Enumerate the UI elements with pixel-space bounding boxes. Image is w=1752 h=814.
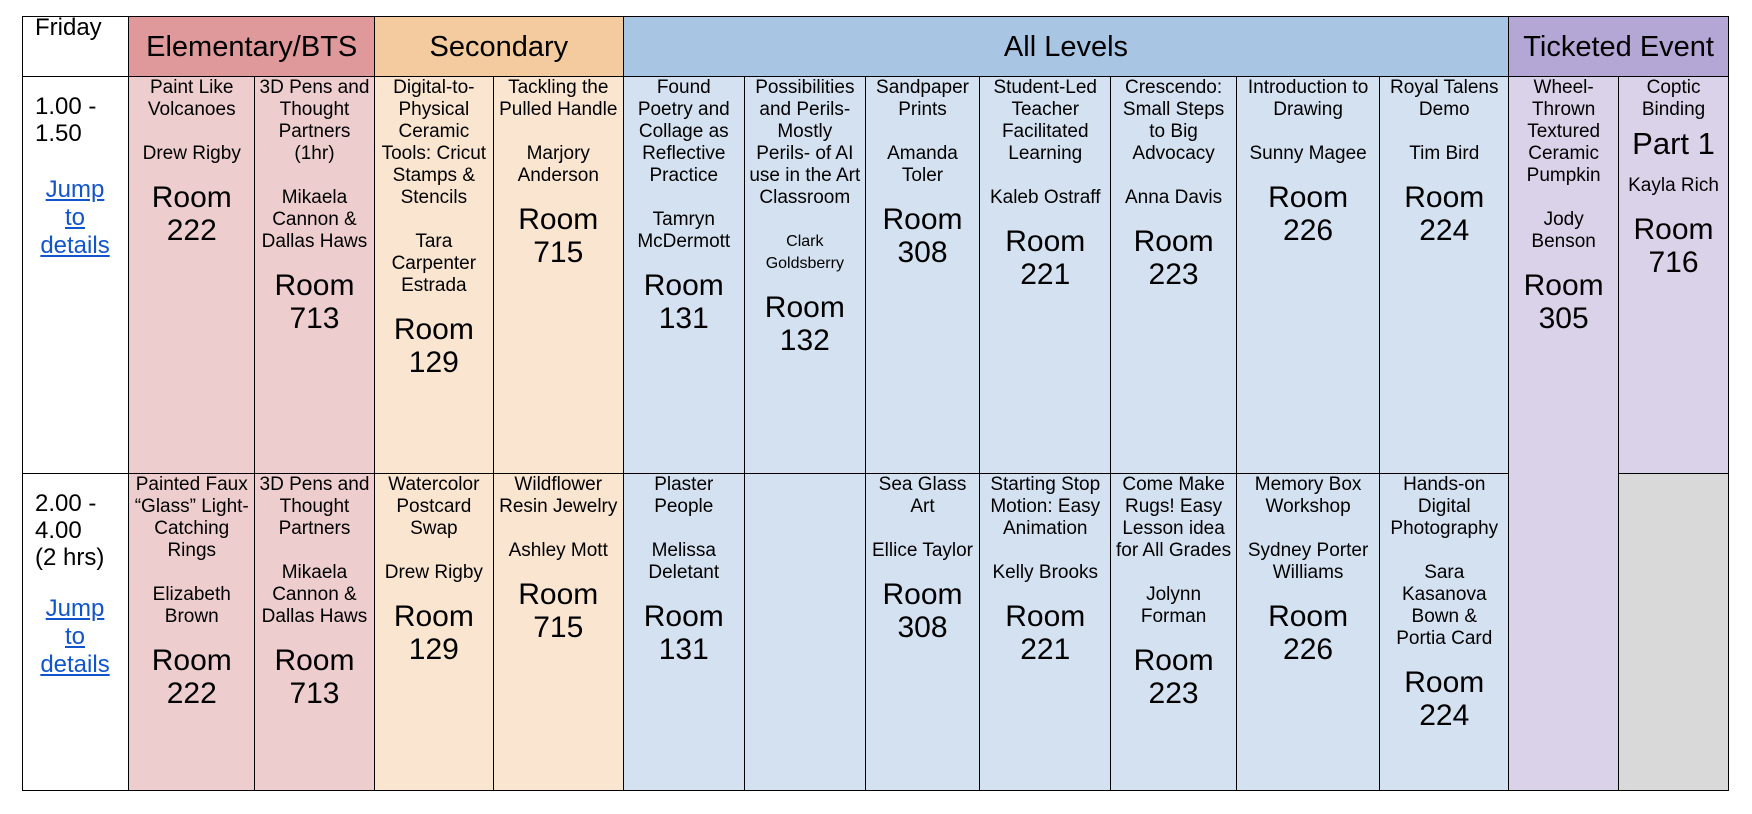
session-title: Painted Faux “Glass” Light-Catching Rings <box>134 474 249 561</box>
session-presenter: Sunny Magee <box>1249 143 1367 164</box>
empty-session-cell <box>744 474 865 791</box>
session-cell <box>1111 474 1237 791</box>
session-title: Digital-to-Physical Ceramic Tools: Cricut Stamps & Stencils <box>381 77 487 208</box>
session-room: Room 308 <box>882 578 963 644</box>
session-title: Coptic Binding <box>1641 77 1706 120</box>
session-title: Watercolor Postcard Swap <box>388 474 480 539</box>
session-presenter: Tamryn McDermott <box>637 209 731 252</box>
time-start: 1.00 - <box>35 93 97 120</box>
category-elementary: Elementary/BTS <box>129 17 374 77</box>
session-presenter: Mikaela Cannon & Dallas Haws <box>261 187 368 252</box>
session-room: Room 131 <box>643 600 724 666</box>
session-title: Introduction to Drawing <box>1247 77 1369 120</box>
session-cell <box>980 474 1111 791</box>
session-room: Room 222 <box>151 644 232 710</box>
session-title: Plaster People <box>654 474 714 517</box>
time-duration: (2 hrs) <box>35 544 105 571</box>
session-room: Room 713 <box>274 269 355 335</box>
session-presenter: Drew Rigby <box>142 143 241 164</box>
session-title: Found Poetry and Collage as Reflective Practice <box>637 77 730 186</box>
session-presenter: Clark Goldsberry <box>765 233 844 272</box>
time-end: 1.50 <box>35 120 82 147</box>
time-slot-label <box>23 474 129 791</box>
time-start: 2.00 - <box>35 490 97 517</box>
session-title: Crescendo: Small Steps to Big Advocacy <box>1122 77 1225 164</box>
session-presenter: Sara Kasanova Bown & Portia Card <box>1396 562 1493 649</box>
session-title: Hands-on Digital Photography <box>1390 474 1499 539</box>
session-title: Starting Stop Motion: Easy Animation <box>990 474 1101 539</box>
session-cell <box>1236 474 1379 791</box>
session-room: Room 223 <box>1133 225 1214 291</box>
session-cell <box>129 77 255 474</box>
session-presenter: Anna Davis <box>1124 187 1223 208</box>
session-room: Room 129 <box>393 600 474 666</box>
session-room: Room 129 <box>393 313 474 379</box>
session-title: Paint Like Volcanoes <box>147 77 236 120</box>
session-title: Student-Led Teacher Facilitated Learning <box>993 77 1097 164</box>
session-presenter: Elizabeth Brown <box>152 584 231 627</box>
session-cell <box>374 77 493 474</box>
session-title: Royal Talens Demo <box>1390 77 1499 120</box>
session-cell <box>623 77 744 474</box>
session-room: Room 223 <box>1133 644 1214 710</box>
category-all-levels: All Levels <box>623 17 1508 77</box>
session-presenter: Sydney Porter Williams <box>1247 540 1369 583</box>
category-ticketed-event: Ticketed Event <box>1509 17 1729 77</box>
session-cell <box>255 474 375 791</box>
session-presenter: Kaleb Ostraff <box>989 187 1101 208</box>
session-presenter: Amanda Toler <box>887 143 958 186</box>
session-presenter: Ellice Taylor <box>871 540 974 561</box>
session-presenter: Jody Benson <box>1531 209 1596 252</box>
day-label: Friday <box>23 17 129 77</box>
session-cell <box>1619 77 1729 474</box>
jump-to-details-link[interactable]: Jump to details <box>40 595 110 678</box>
session-cell <box>493 77 623 474</box>
session-cell <box>744 77 865 474</box>
session-presenter: Tim Bird <box>1409 143 1480 164</box>
session-title: Come Make Rugs! Easy Lesson idea for All Grades <box>1116 474 1232 561</box>
category-secondary: Secondary <box>374 17 623 77</box>
session-room: Room 308 <box>882 203 963 269</box>
session-title: Memory Box Workshop <box>1254 474 1362 517</box>
session-cell <box>980 77 1111 474</box>
session-room: Room 226 <box>1268 600 1349 666</box>
session-presenter: Jolynn Forman <box>1140 584 1207 627</box>
session-cell <box>374 474 493 791</box>
session-cell <box>865 77 979 474</box>
session-title: 3D Pens and Thought Partners (1hr) <box>259 77 370 164</box>
session-title: Wildflower Resin Jewelry <box>499 474 618 517</box>
header-row <box>23 17 1729 77</box>
time-slot-label <box>23 77 129 474</box>
session-room: Room 716 <box>1633 213 1714 279</box>
session-presenter: Drew Rigby <box>384 562 483 583</box>
session-room: Room 131 <box>643 269 724 335</box>
session-room: Room 226 <box>1268 181 1349 247</box>
session-room: Room 222 <box>151 181 232 247</box>
session-room: Room 132 <box>764 291 845 357</box>
jump-to-details-link[interactable]: Jump to details <box>40 176 110 259</box>
session-room: Room 715 <box>518 203 599 269</box>
time-slot-row-1 <box>23 77 1729 474</box>
session-presenter: Mikaela Cannon & Dallas Haws <box>261 562 368 627</box>
session-room: Room 221 <box>1005 225 1086 291</box>
session-presenter: Tara Carpenter Estrada <box>391 231 477 296</box>
session-presenter: Kelly Brooks <box>992 562 1099 583</box>
session-cell <box>1236 77 1379 474</box>
session-cell <box>1380 474 1509 791</box>
session-presenter: Melissa Deletant <box>648 540 720 583</box>
session-cell <box>255 77 375 474</box>
session-cell <box>623 474 744 791</box>
session-title: Wheel-Thrown Textured Ceramic Pumpkin <box>1526 77 1601 186</box>
schedule-table <box>22 16 1729 791</box>
session-title: Sandpaper Prints <box>876 77 969 120</box>
session-cell <box>1509 77 1619 791</box>
session-part: Part 1 <box>1632 126 1715 161</box>
session-presenter: Kayla Rich <box>1628 175 1719 196</box>
time-slot-row-2 <box>23 474 1729 791</box>
session-room: Room 224 <box>1404 181 1485 247</box>
time-end: 4.00 <box>35 517 82 544</box>
session-title: 3D Pens and Thought Partners <box>259 474 370 539</box>
session-title: Tackling the Pulled Handle <box>499 77 618 120</box>
session-presenter: Ashley Mott <box>508 540 608 561</box>
session-room: Room 715 <box>518 578 599 644</box>
session-cell <box>493 474 623 791</box>
empty-session-cell <box>1619 474 1729 791</box>
session-room: Room 221 <box>1005 600 1086 666</box>
session-room: Room 224 <box>1404 666 1485 732</box>
session-room: Room 305 <box>1523 269 1604 335</box>
session-title: Sea Glass Art <box>878 474 967 517</box>
session-cell <box>1380 77 1509 474</box>
session-cell <box>865 474 979 791</box>
session-cell <box>129 474 255 791</box>
session-presenter: Marjory Anderson <box>517 143 599 186</box>
session-title: Possibilities and Perils- Mostly Perils- of AI use in the Art Classroom <box>749 77 861 208</box>
session-cell <box>1111 77 1237 474</box>
session-room: Room 713 <box>274 644 355 710</box>
